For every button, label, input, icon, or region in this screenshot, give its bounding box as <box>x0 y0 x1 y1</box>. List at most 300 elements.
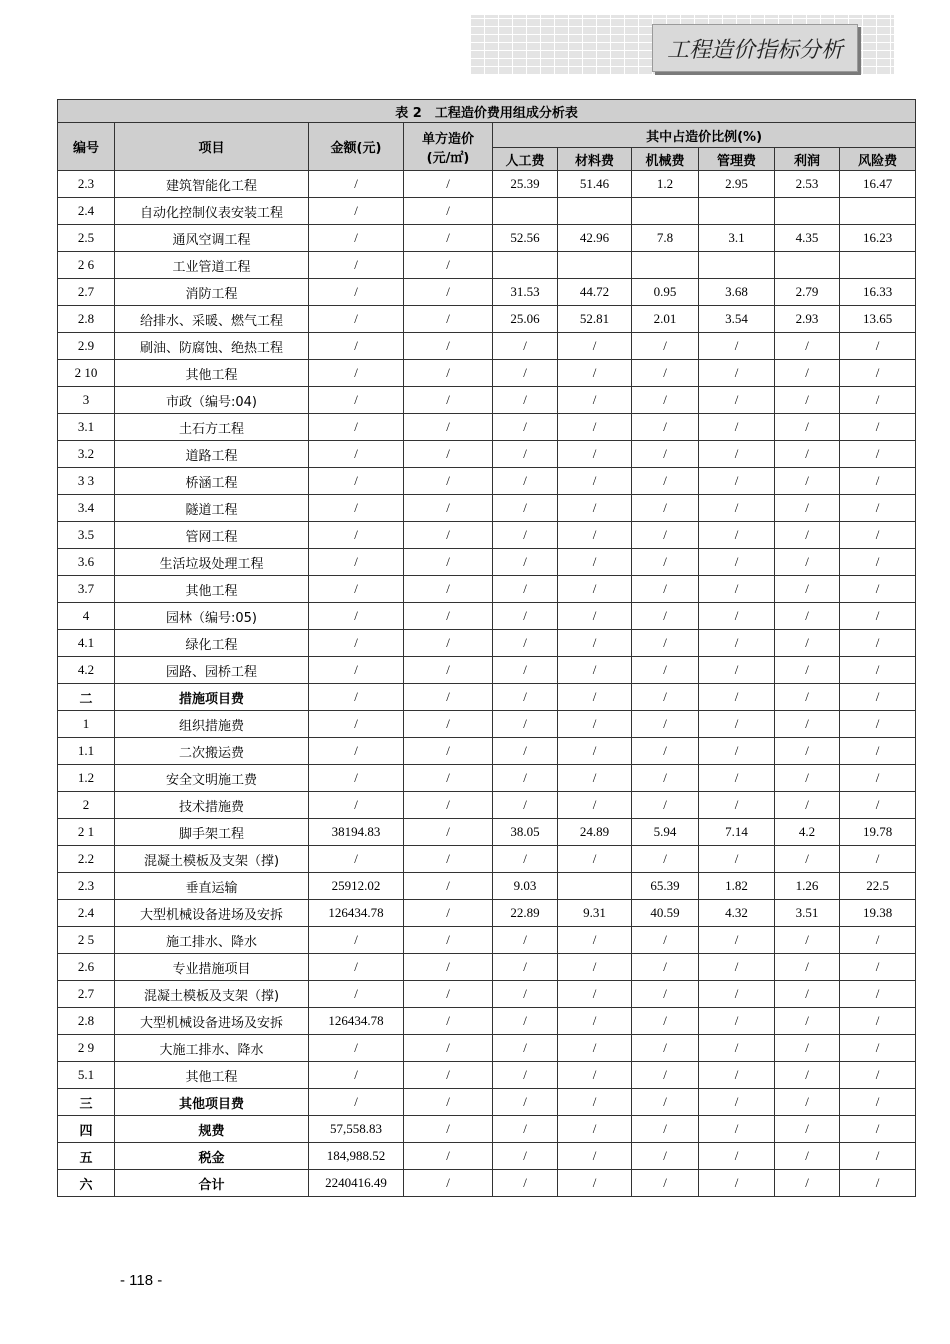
row-item: 大型机械设备进场及安拆 <box>115 1008 309 1035</box>
row-item: 工业管道工程 <box>115 252 309 279</box>
row-value: / <box>840 711 916 738</box>
row-value: / <box>699 954 775 981</box>
row-code: 1 <box>58 711 115 738</box>
row-value: / <box>404 657 493 684</box>
table-row <box>58 495 916 522</box>
table-row <box>58 1008 916 1035</box>
table-row <box>58 792 916 819</box>
row-value: / <box>699 1062 775 1089</box>
row-value: / <box>775 387 840 414</box>
row-value: 126434.78 <box>309 1008 404 1035</box>
row-value: / <box>775 657 840 684</box>
row-code: 2 <box>58 792 115 819</box>
row-value: / <box>493 603 558 630</box>
row-value: / <box>840 1116 916 1143</box>
row-value: / <box>493 657 558 684</box>
row-code: 3.7 <box>58 576 115 603</box>
table-row <box>58 1116 916 1143</box>
header-ratio-management: 管理费 <box>699 148 775 171</box>
row-value: 2.95 <box>699 171 775 198</box>
row-value: / <box>404 1116 493 1143</box>
row-value: 44.72 <box>558 279 632 306</box>
row-value: / <box>775 414 840 441</box>
row-value: / <box>775 360 840 387</box>
row-value: / <box>775 522 840 549</box>
row-value: 3.1 <box>699 225 775 252</box>
row-value: / <box>493 576 558 603</box>
row-value: / <box>404 549 493 576</box>
row-item: 给排水、采暖、燃气工程 <box>115 306 309 333</box>
row-value: / <box>632 1170 699 1197</box>
row-value: / <box>699 603 775 630</box>
row-value: / <box>493 1116 558 1143</box>
row-value: 184,988.52 <box>309 1143 404 1170</box>
row-code: 六 <box>58 1170 115 1197</box>
row-item: 建筑智能化工程 <box>115 171 309 198</box>
row-value: 4.2 <box>775 819 840 846</box>
row-value: 7.8 <box>632 225 699 252</box>
row-value: / <box>404 306 493 333</box>
table-row <box>58 1143 916 1170</box>
row-value: / <box>558 765 632 792</box>
row-value: / <box>840 954 916 981</box>
table-row <box>58 306 916 333</box>
row-item: 土石方工程 <box>115 414 309 441</box>
row-value: / <box>493 1008 558 1035</box>
row-value: / <box>699 792 775 819</box>
row-value: / <box>404 738 493 765</box>
row-value: / <box>775 927 840 954</box>
row-value: / <box>632 738 699 765</box>
row-value: / <box>775 765 840 792</box>
row-value: / <box>558 738 632 765</box>
row-value: / <box>775 711 840 738</box>
header-unit-cost-line1: 单方造价 <box>421 131 474 147</box>
row-value: / <box>493 414 558 441</box>
row-item: 园林（编号:05) <box>115 603 309 630</box>
row-code: 2 9 <box>58 1035 115 1062</box>
row-value <box>493 198 558 225</box>
row-value: / <box>632 846 699 873</box>
row-value: / <box>840 333 916 360</box>
row-value: / <box>558 387 632 414</box>
row-value: / <box>493 684 558 711</box>
row-value: / <box>840 576 916 603</box>
table-row <box>58 738 916 765</box>
row-value: / <box>775 1035 840 1062</box>
row-value <box>632 252 699 279</box>
row-value: / <box>775 1116 840 1143</box>
row-value: / <box>309 576 404 603</box>
row-value: / <box>404 387 493 414</box>
row-value: / <box>775 495 840 522</box>
row-value <box>699 252 775 279</box>
row-code: 3 3 <box>58 468 115 495</box>
table-row <box>58 927 916 954</box>
row-item: 安全文明施工费 <box>115 765 309 792</box>
row-value: / <box>775 954 840 981</box>
row-value: 2.93 <box>775 306 840 333</box>
row-value: / <box>309 414 404 441</box>
row-value: / <box>404 171 493 198</box>
row-value: 1.2 <box>632 171 699 198</box>
row-item: 大施工排水、降水 <box>115 1035 309 1062</box>
row-value: / <box>309 522 404 549</box>
row-value: 25.39 <box>493 171 558 198</box>
row-value: 40.59 <box>632 900 699 927</box>
table-row <box>58 441 916 468</box>
row-value: 19.38 <box>840 900 916 927</box>
row-value: 16.33 <box>840 279 916 306</box>
row-item: 垂直运输 <box>115 873 309 900</box>
row-code: 四 <box>58 1116 115 1143</box>
row-code: 2.2 <box>58 846 115 873</box>
row-value: / <box>699 360 775 387</box>
row-value: / <box>309 252 404 279</box>
row-value: / <box>493 792 558 819</box>
row-value: / <box>493 441 558 468</box>
row-code: 1.2 <box>58 765 115 792</box>
row-value: / <box>775 576 840 603</box>
table-row <box>58 1062 916 1089</box>
row-value: 4.32 <box>699 900 775 927</box>
row-value: / <box>632 1035 699 1062</box>
row-value: / <box>404 792 493 819</box>
row-value: / <box>632 522 699 549</box>
row-value: / <box>775 468 840 495</box>
row-value: / <box>493 387 558 414</box>
row-value: 9.03 <box>493 873 558 900</box>
row-value: / <box>404 927 493 954</box>
row-value: / <box>404 1089 493 1116</box>
row-value: / <box>632 630 699 657</box>
row-item: 二次搬运费 <box>115 738 309 765</box>
table-row <box>58 819 916 846</box>
row-code: 4 <box>58 603 115 630</box>
table-row <box>58 846 916 873</box>
table-row <box>58 711 916 738</box>
row-value: / <box>309 387 404 414</box>
row-value: / <box>309 927 404 954</box>
row-value: / <box>632 765 699 792</box>
row-value: 24.89 <box>558 819 632 846</box>
row-item: 其他工程 <box>115 576 309 603</box>
row-value: / <box>558 414 632 441</box>
header-code: 编号 <box>58 123 115 171</box>
row-value: / <box>309 549 404 576</box>
row-value: / <box>775 333 840 360</box>
row-value: / <box>309 711 404 738</box>
table-row <box>58 360 916 387</box>
row-value: / <box>558 333 632 360</box>
row-value: 4.35 <box>775 225 840 252</box>
row-value: 2.79 <box>775 279 840 306</box>
row-value: / <box>493 954 558 981</box>
row-value <box>558 873 632 900</box>
row-value: / <box>558 846 632 873</box>
row-value: / <box>404 576 493 603</box>
row-item: 施工排水、降水 <box>115 927 309 954</box>
row-value: / <box>309 630 404 657</box>
header-amount: 金额(元) <box>309 123 404 171</box>
row-value: / <box>699 414 775 441</box>
row-value: / <box>558 711 632 738</box>
row-value: / <box>840 981 916 1008</box>
table-row <box>58 900 916 927</box>
row-value: / <box>840 792 916 819</box>
row-code: 2.8 <box>58 1008 115 1035</box>
row-value: / <box>558 954 632 981</box>
row-value: / <box>404 684 493 711</box>
row-code: 2.4 <box>58 900 115 927</box>
header-ratio-risk: 风险费 <box>840 148 916 171</box>
row-value: / <box>699 738 775 765</box>
row-value: / <box>699 1035 775 1062</box>
row-value: / <box>558 927 632 954</box>
row-value: / <box>775 441 840 468</box>
row-value: / <box>840 657 916 684</box>
row-value: / <box>632 981 699 1008</box>
row-value: 25912.02 <box>309 873 404 900</box>
row-value: / <box>699 495 775 522</box>
row-item: 规费 <box>115 1116 309 1143</box>
row-value <box>775 198 840 225</box>
row-value: / <box>493 765 558 792</box>
table-row <box>58 657 916 684</box>
row-code: 4.2 <box>58 657 115 684</box>
row-code: 三 <box>58 1089 115 1116</box>
row-value: / <box>775 1008 840 1035</box>
row-value: / <box>309 495 404 522</box>
row-value: / <box>493 630 558 657</box>
row-value: / <box>840 522 916 549</box>
row-code: 3.5 <box>58 522 115 549</box>
row-value <box>493 252 558 279</box>
row-value: / <box>309 441 404 468</box>
row-value: / <box>632 414 699 441</box>
row-value: 1.26 <box>775 873 840 900</box>
row-value: / <box>840 1035 916 1062</box>
row-value: 3.54 <box>699 306 775 333</box>
row-value: 25.06 <box>493 306 558 333</box>
row-value: / <box>840 1143 916 1170</box>
row-value: / <box>632 927 699 954</box>
row-value: / <box>840 1170 916 1197</box>
row-value: / <box>493 333 558 360</box>
row-code: 2.3 <box>58 171 115 198</box>
row-value: / <box>493 1035 558 1062</box>
row-value: / <box>404 846 493 873</box>
row-code: 二 <box>58 684 115 711</box>
row-value: / <box>493 1170 558 1197</box>
row-value: / <box>632 684 699 711</box>
table-row <box>58 873 916 900</box>
table-row <box>58 522 916 549</box>
row-value: / <box>840 495 916 522</box>
table-row <box>58 603 916 630</box>
row-value: / <box>309 333 404 360</box>
row-value: / <box>309 846 404 873</box>
row-value: / <box>404 198 493 225</box>
row-value: / <box>558 657 632 684</box>
row-value: / <box>558 1008 632 1035</box>
row-value <box>775 252 840 279</box>
row-value: / <box>840 1089 916 1116</box>
row-value: / <box>558 1035 632 1062</box>
row-item: 混凝土模板及支架（撑) <box>115 846 309 873</box>
row-code: 3.4 <box>58 495 115 522</box>
row-value: 22.89 <box>493 900 558 927</box>
row-code: 2.8 <box>58 306 115 333</box>
row-value: / <box>558 360 632 387</box>
row-value: 13.65 <box>840 306 916 333</box>
row-value: / <box>632 954 699 981</box>
row-item: 隧道工程 <box>115 495 309 522</box>
row-value: / <box>493 981 558 1008</box>
cost-analysis-table <box>57 99 916 1197</box>
row-value: 3.68 <box>699 279 775 306</box>
row-value: / <box>493 738 558 765</box>
row-value: / <box>699 927 775 954</box>
row-value: / <box>775 738 840 765</box>
row-item: 通风空调工程 <box>115 225 309 252</box>
row-value: / <box>840 927 916 954</box>
row-value: / <box>493 1089 558 1116</box>
row-item: 园路、园桥工程 <box>115 657 309 684</box>
row-item: 合计 <box>115 1170 309 1197</box>
row-value: 2.01 <box>632 306 699 333</box>
row-item: 组织措施费 <box>115 711 309 738</box>
row-code: 4.1 <box>58 630 115 657</box>
row-value: / <box>404 252 493 279</box>
row-value: 2.53 <box>775 171 840 198</box>
row-value: / <box>404 954 493 981</box>
row-value: / <box>309 603 404 630</box>
row-value: 52.56 <box>493 225 558 252</box>
row-value: / <box>632 576 699 603</box>
row-value: / <box>699 1170 775 1197</box>
row-value: / <box>558 684 632 711</box>
table-row <box>58 1089 916 1116</box>
row-value: / <box>309 657 404 684</box>
table-row <box>58 468 916 495</box>
row-value: / <box>699 630 775 657</box>
row-value: 16.47 <box>840 171 916 198</box>
row-item: 技术措施费 <box>115 792 309 819</box>
row-value: / <box>699 765 775 792</box>
row-item: 脚手架工程 <box>115 819 309 846</box>
row-value: / <box>632 387 699 414</box>
row-value: / <box>558 468 632 495</box>
row-value: / <box>309 306 404 333</box>
row-value: / <box>632 333 699 360</box>
row-value: / <box>699 576 775 603</box>
row-value: / <box>632 1116 699 1143</box>
table-row <box>58 171 916 198</box>
row-value: / <box>404 981 493 1008</box>
row-item: 税金 <box>115 1143 309 1170</box>
row-value: / <box>309 1035 404 1062</box>
table-row <box>58 252 916 279</box>
row-value: / <box>699 981 775 1008</box>
table-caption: 表 2 工程造价费用组成分析表 <box>58 100 916 123</box>
row-code: 3.6 <box>58 549 115 576</box>
row-value: 57,558.83 <box>309 1116 404 1143</box>
row-value: / <box>404 819 493 846</box>
table-row <box>58 765 916 792</box>
row-value: 9.31 <box>558 900 632 927</box>
row-value: / <box>840 1062 916 1089</box>
row-value: / <box>309 198 404 225</box>
header-unit-cost-line2: (元/㎡) <box>426 150 470 166</box>
row-value: / <box>309 684 404 711</box>
table-row <box>58 630 916 657</box>
row-item: 其他项目费 <box>115 1089 309 1116</box>
row-value: / <box>840 684 916 711</box>
row-value: / <box>558 1116 632 1143</box>
row-value: / <box>775 630 840 657</box>
row-item: 混凝土模板及支架（撑) <box>115 981 309 1008</box>
row-value: / <box>699 441 775 468</box>
row-value: / <box>632 1089 699 1116</box>
row-value <box>558 198 632 225</box>
row-value: 52.81 <box>558 306 632 333</box>
header-item: 项目 <box>115 123 309 171</box>
row-value: / <box>699 549 775 576</box>
row-value: / <box>632 441 699 468</box>
row-value: / <box>699 657 775 684</box>
row-value: / <box>775 684 840 711</box>
row-value: / <box>840 387 916 414</box>
row-value: / <box>309 1062 404 1089</box>
row-value: / <box>558 792 632 819</box>
row-value: / <box>404 900 493 927</box>
row-item: 管网工程 <box>115 522 309 549</box>
row-code: 2.7 <box>58 279 115 306</box>
row-value: / <box>840 630 916 657</box>
row-value: / <box>404 522 493 549</box>
row-value: 19.78 <box>840 819 916 846</box>
header-ratio-profit: 利润 <box>775 148 840 171</box>
table-body <box>58 171 916 1197</box>
row-code: 5.1 <box>58 1062 115 1089</box>
row-value: / <box>840 414 916 441</box>
table-row <box>58 954 916 981</box>
row-value: / <box>775 981 840 1008</box>
row-value: / <box>699 333 775 360</box>
row-value: / <box>840 360 916 387</box>
row-code: 2 5 <box>58 927 115 954</box>
row-value: / <box>493 1062 558 1089</box>
row-item: 生活垃圾处理工程 <box>115 549 309 576</box>
table-row <box>58 981 916 1008</box>
row-code: 3.2 <box>58 441 115 468</box>
row-value: / <box>632 1062 699 1089</box>
header-unit-cost <box>404 123 493 171</box>
row-value: / <box>404 414 493 441</box>
row-value: / <box>775 1089 840 1116</box>
header-ratio-labor: 人工费 <box>493 148 558 171</box>
row-value: / <box>840 549 916 576</box>
row-value: / <box>699 684 775 711</box>
table-row <box>58 1035 916 1062</box>
row-code: 3.1 <box>58 414 115 441</box>
row-code: 2.9 <box>58 333 115 360</box>
row-value: / <box>493 711 558 738</box>
row-value: / <box>404 711 493 738</box>
row-value: / <box>558 495 632 522</box>
row-value <box>699 198 775 225</box>
